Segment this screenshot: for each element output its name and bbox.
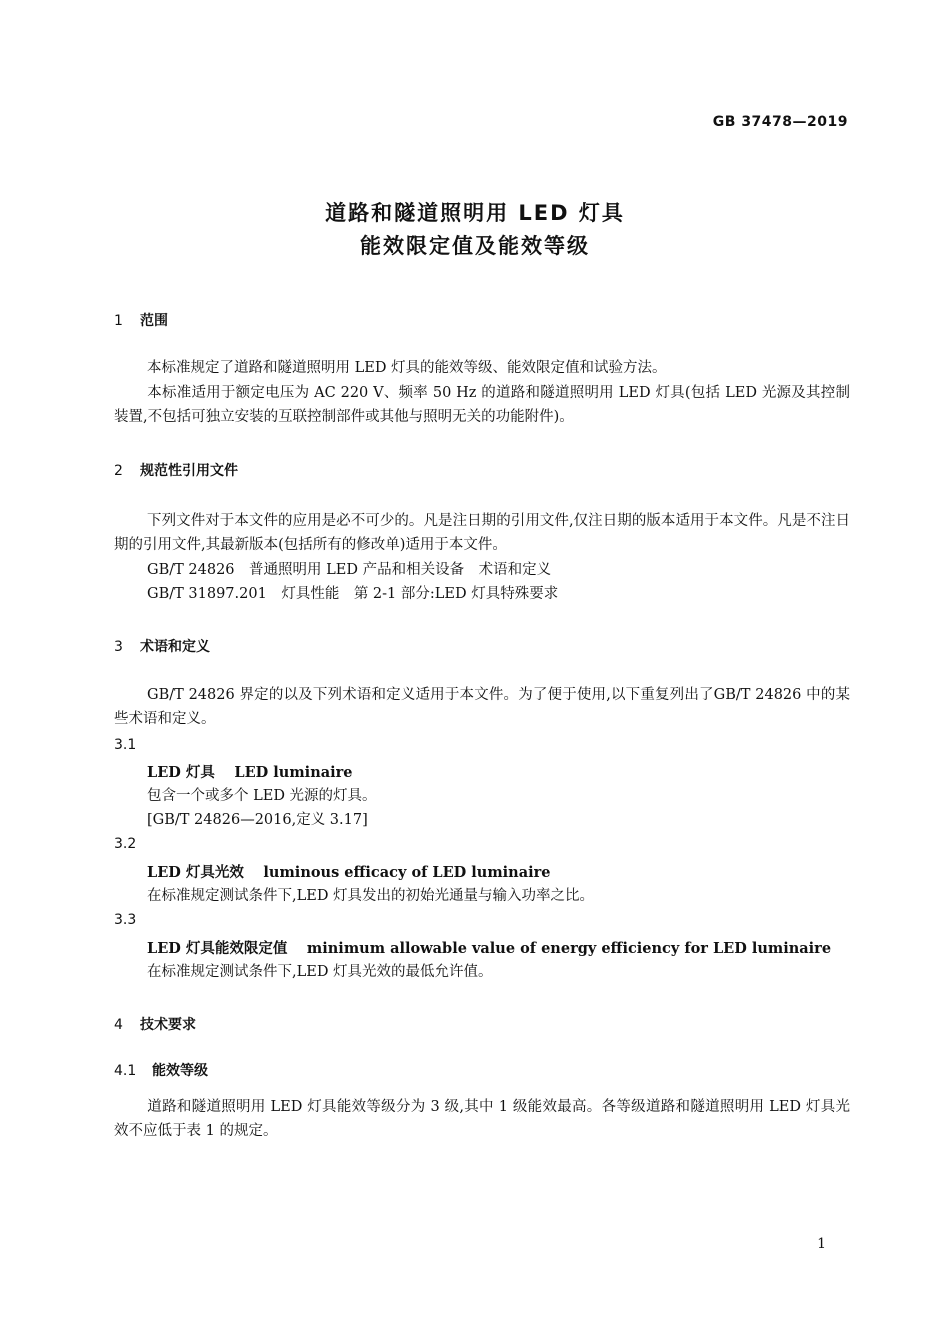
- section-title: 术语和定义: [140, 639, 210, 655]
- section-3-heading: [114, 636, 210, 656]
- normative-reference-1: GB/T 24826 普通照明用 LED 产品和相关设备 术语和定义: [147, 562, 552, 578]
- standard-number: GB 37478—2019: [712, 114, 848, 130]
- term-3-3-title: LED 灯具能效限定值 minimum allowable value of energy efficiency for LED luminaire: [147, 940, 832, 957]
- section-title: 能效等级: [152, 1063, 208, 1079]
- document-title-line2: 能效限定值及能效等级: [360, 234, 590, 258]
- section-3-paragraph-1: GB/T 24826 界定的以及下列术语和定义适用于本文件。为了便于使用,以下重复列出了GB/T 24826 中的某些术语和定义。: [114, 687, 850, 727]
- section-title: 规范性引用文件: [140, 463, 238, 479]
- section-1-paragraph-2: 本标准适用于额定电压为 AC 220 V、频率 50 Hz 的道路和隧道照明用 LED 灯具(包括 LED 光源及其控制装置,不包括可独立安装的互联控制部件或其他与照明无关的功能附件)。: [114, 385, 850, 425]
- section-number: 4: [114, 1017, 123, 1033]
- section-number: 2: [114, 463, 123, 479]
- section-number: 1: [114, 313, 123, 329]
- term-3-2-definition: 在标准规定测试条件下,LED 灯具发出的初始光通量与输入功率之比。: [147, 888, 595, 904]
- section-4-heading: [114, 1014, 196, 1034]
- term-3-2-number: 3.2: [114, 836, 137, 852]
- term-3-2-title: LED 灯具光效 luminous efficacy of LED luminaire: [147, 864, 551, 881]
- section-title: 范围: [140, 313, 168, 329]
- term-3-1-source: [GB/T 24826—2016,定义 3.17]: [147, 812, 368, 828]
- section-number: 4.1: [114, 1063, 137, 1079]
- term-3-1-title: LED 灯具 LED luminaire: [147, 764, 353, 781]
- section-2-heading: [114, 460, 238, 480]
- section-number: 3: [114, 639, 123, 655]
- term-3-1-number: 3.1: [114, 737, 137, 753]
- section-1-paragraph-1: 本标准规定了道路和隧道照明用 LED 灯具的能效等级、能效限定值和试验方法。: [147, 360, 667, 376]
- section-2-paragraph-1: 下列文件对于本文件的应用是必不可少的。凡是注日期的引用文件,仅注日期的版本适用于本文件。凡是不注日期的引用文件,其最新版本(包括所有的修改单)适用于本文件。: [114, 513, 850, 553]
- section-4-1-paragraph-1: 道路和隧道照明用 LED 灯具能效等级分为 3 级,其中 1 级能效最高。各等级道路和隧道照明用 LED 灯具光效不应低于表 1 的规定。: [114, 1099, 850, 1139]
- section-4-1-heading: [114, 1060, 208, 1080]
- section-1-heading: [114, 310, 168, 330]
- page-number: 1: [817, 1236, 826, 1252]
- term-3-1-definition: 包含一个或多个 LED 光源的灯具。: [147, 788, 377, 804]
- section-title: 技术要求: [140, 1017, 196, 1033]
- term-3-3-definition: 在标准规定测试条件下,LED 灯具光效的最低允许值。: [147, 964, 493, 980]
- document-title-line1: 道路和隧道照明用 LED 灯具: [325, 201, 625, 225]
- normative-reference-2: GB/T 31897.201 灯具性能 第 2-1 部分:LED 灯具特殊要求: [147, 586, 559, 602]
- term-3-3-number: 3.3: [114, 912, 137, 928]
